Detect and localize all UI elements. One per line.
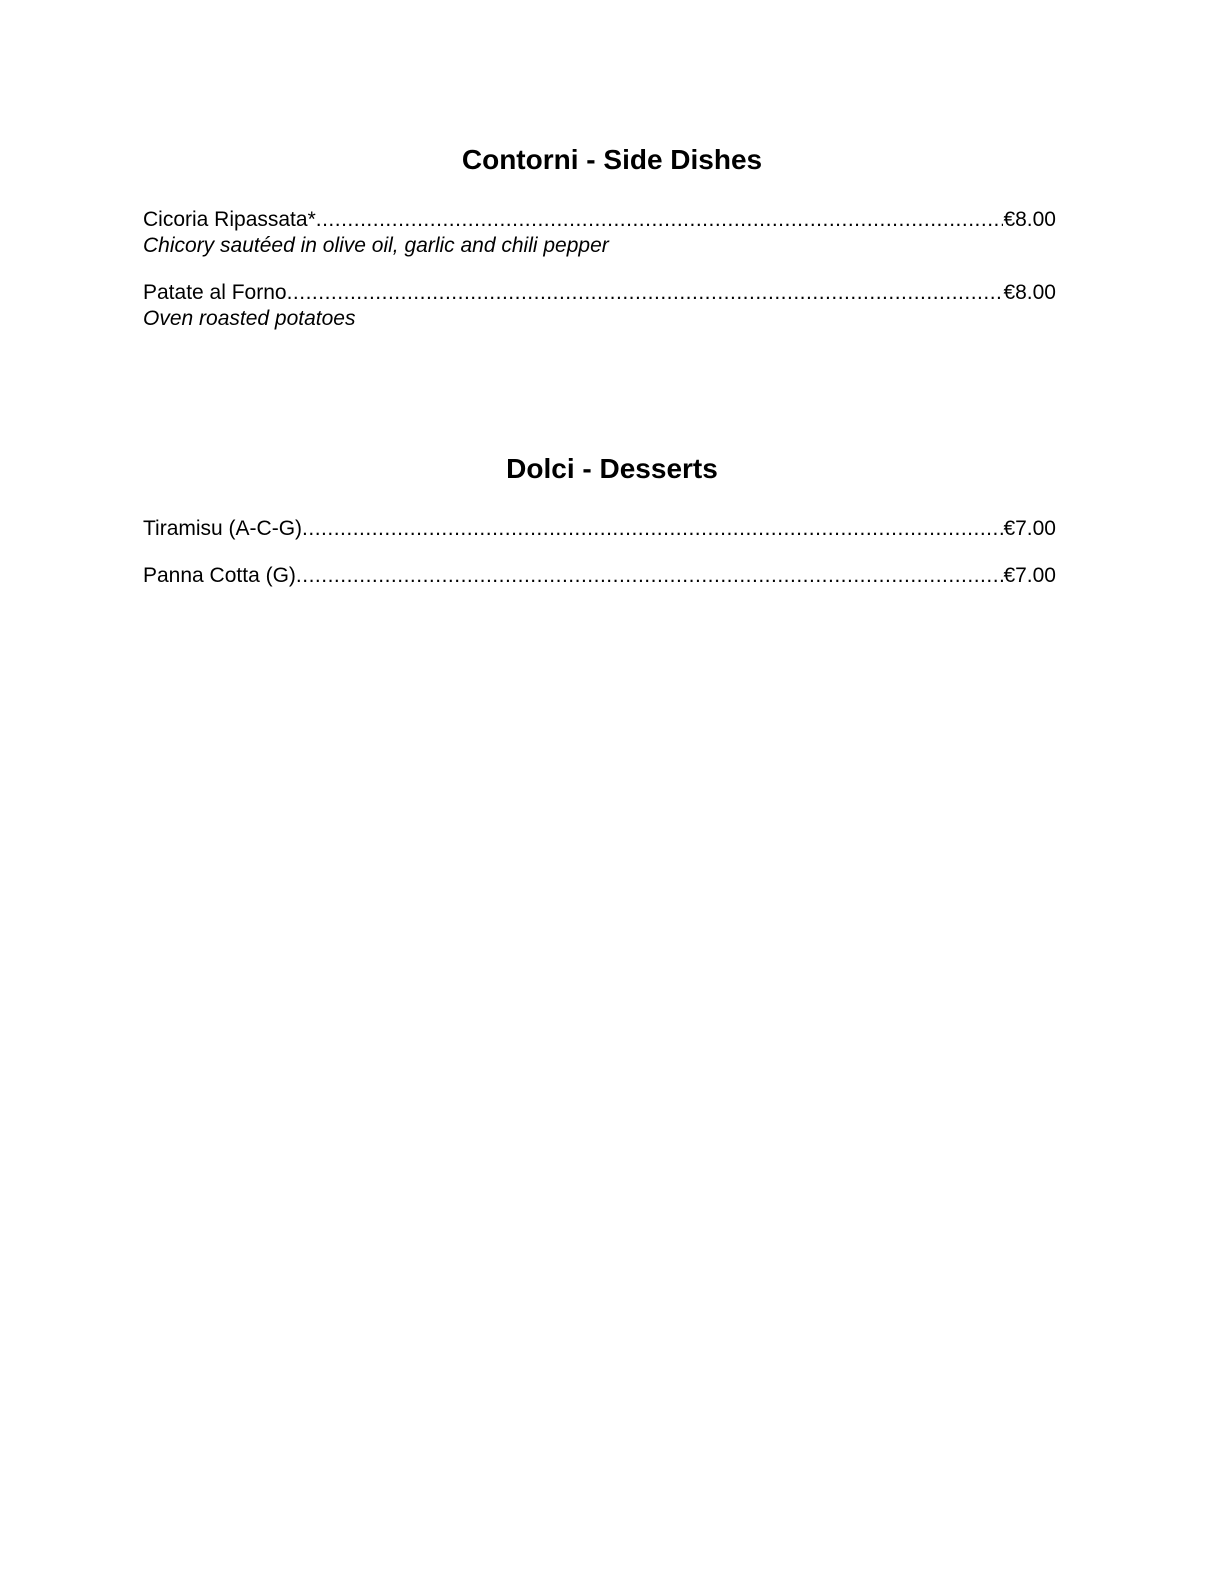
- item-name: Patate al Forno: [143, 281, 287, 304]
- item-price: €8.00: [1003, 208, 1056, 231]
- item-price: €8.00: [1003, 281, 1056, 304]
- item-description: Oven roasted potatoes: [143, 307, 356, 330]
- menu-item-tiramisu: [143, 516, 1056, 542]
- item-name: Tiramisu (A-C-G): [143, 517, 303, 540]
- item-name: Panna Cotta (G): [143, 564, 296, 587]
- dot-leader: [316, 207, 1004, 233]
- item-price: €7.00: [1003, 517, 1056, 540]
- dot-leader: [296, 563, 1004, 589]
- dot-leader: [302, 516, 1003, 542]
- menu-item-cicoria: [143, 207, 1056, 233]
- dot-leader: [287, 280, 1004, 306]
- item-name: Cicoria Ripassata*: [143, 208, 316, 231]
- section-title-desserts: Dolci - Desserts: [506, 453, 718, 484]
- menu-item-panna-cotta: [143, 563, 1056, 589]
- menu-item-patate: [143, 280, 1056, 306]
- item-price: €7.00: [1003, 564, 1056, 587]
- section-title-side-dishes: Contorni - Side Dishes: [461, 144, 763, 175]
- item-description: Chicory sautéed in olive oil, garlic and chili pepper: [143, 234, 609, 257]
